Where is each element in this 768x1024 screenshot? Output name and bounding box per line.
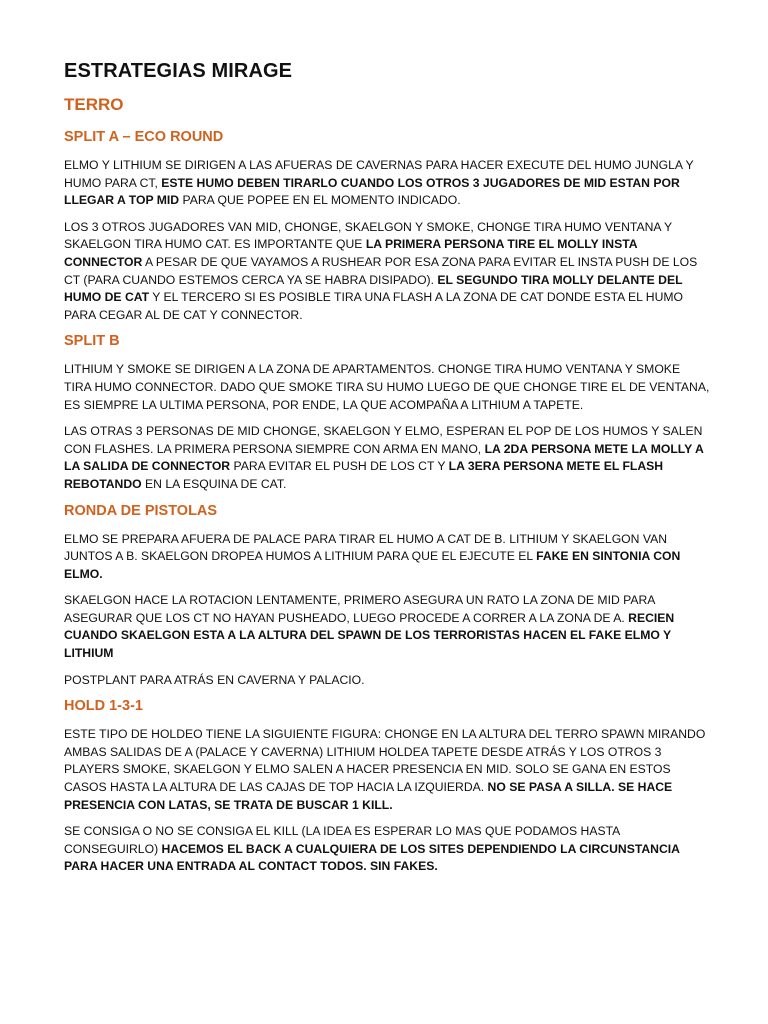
bold-text-run: FAKE EN SINTONIA CON ELMO. [64, 549, 681, 581]
text-run: ELMO Y LITHIUM SE DIRIGEN A LAS AFUERAS DE CAVERNAS PARA HACER EXECUTE DEL HUMO JUNGLA Y HUMO PARA CT, [64, 158, 694, 190]
text-run: Y EL TERCERO SI ES POSIBLE TIRA UNA FLASH A LA ZONA DE CAT DONDE ESTA EL HUMO PARA CEGAR AL DE CAT Y CONNECTOR. [64, 290, 684, 322]
bold-text-run: LA 2DA PERSONA METE LA MOLLY A LA SALIDA DE CONNECTOR [64, 441, 704, 474]
paragraph [64, 423, 710, 493]
section-heading: SPLIT B [64, 333, 120, 350]
text-run: EN LA ESQUINA DE CAT. [141, 476, 287, 491]
text-run: A PESAR DE QUE VAYAMOS A RUSHEAR POR ESA ZONA PARA EVITAR EL INSTA PUSH DE LOS CT (PARA CUANDO ESTEMOS CERCA YA SE HABRA DISIPADO). [64, 254, 698, 287]
bold-text-run: NO SE PASA A SILLA. SE HACE PRESENCIA CON LATAS, SE TRATA DE BUSCAR 1 KILL. [64, 780, 673, 812]
text-run: SE CONSIGA O NO SE CONSIGA EL KILL (LA IDEA ES ESPERAR LO MAS QUE PODAMOS HASTA CONSEGUIRLO) [64, 824, 620, 856]
section [64, 129, 710, 324]
section-heading: RONDA DE PISTOLAS [64, 502, 218, 519]
section-heading: SPLIT A – ECO ROUND [64, 129, 224, 145]
sections-container [64, 129, 710, 876]
text-run: SKAELGON HACE LA ROTACION LENTAMENTE, PRIMERO ASEGURA UN RATO LA ZONA DE MID PARA ASEGURAR QUE LOS CT NO HAYAN PUSHEADO, LUEGO PROCEDE A CORRER A LA ZONA DE A. [64, 593, 655, 625]
bold-text-run: ESTE HUMO DEBEN TIRARLO CUANDO LOS OTROS 3 JUGADORES DE MID ESTAN POR LLEGAR A TOP MID [64, 175, 680, 208]
paragraph [64, 157, 710, 210]
text-run: LOS 3 OTROS JUGADORES VAN MID, CHONGE, SKAELGON Y SMOKE, CHONGE TIRA HUMO VENTANA Y SKAELGON TIRA HUMO CAT. ES IMPORTANTE QUE [64, 219, 672, 252]
bold-text-run: EL SEGUNDO TIRA MOLLY DELANTE DEL HUMO DE CAT [64, 272, 683, 305]
section [64, 503, 710, 690]
bold-text-run: HACEMOS EL BACK A CUALQUIERA DE LOS SITES DEPENDIENDO LA CIRCUNSTANCIA PARA HACER UNA ENTRADA AL CONTACT TODOS. SIN FAKES. [64, 841, 680, 874]
text-run: POSTPLANT PARA ATRÁS EN CAVERNA Y PALACIO. [64, 672, 365, 687]
text-run: PARA QUE POPEE EN EL MOMENTO INDICADO. [179, 193, 461, 208]
paragraph [64, 531, 710, 584]
section [64, 333, 710, 493]
bold-text-run: LA 3ERA PERSONA METE EL FLASH REBOTANDO [64, 459, 664, 491]
section [64, 698, 710, 876]
text-run: PARA EVITAR EL PUSH DE LOS CT Y [230, 459, 449, 474]
text-run: ESTE TIPO DE HOLDEO TIENE LA SIGUIENTE FIGURA: CHONGE EN LA ALTURA DEL TERRO SPAWN MIRANDO AMBAS SALIDAS DE A (PALACE Y CAVERNA) LITHIUM HOLDEA TAPETE DESDE ATRÁS Y LOS OTROS 3 PLAYERS SMOKE, SKAELGON Y ELMO SALEN A HACER PRESENCIA EN MID. SOLO SE GANA EN ESTOS CASOS HASTA LA ALTURA DE LAS CAJAS DE TOP HACIA LA IZQUIERDA. [64, 727, 706, 795]
text-run: ELMO SE PREPARA AFUERA DE PALACE PARA TIRAR EL HUMO A CAT DE B. LITHIUM Y SKAELGON VAN JUNTOS A B. SKAELGON DROPEA HUMOS A LITHIUM PARA QUE EL EJECUTE EL [64, 531, 668, 564]
paragraph [64, 726, 710, 814]
text-run: LITHIUM Y SMOKE SE DIRIGEN A LA ZONA DE APARTAMENTOS. CHONGE TIRA HUMO VENTANA Y SMOKE TIRA HUMO CONNECTOR. DADO QUE SMOKE TIRA SU HUMO LUEGO DE QUE CHONGE TIRE EL DE VENTANA, ES SIEMPRE LA ULTIMA PERSONA, POR ENDE, LA QUE ACOMPAÑA A LITHIUM A TAPETE. [64, 362, 710, 412]
document-body [64, 60, 710, 885]
paragraph [64, 823, 710, 876]
section-heading: HOLD 1-3-1 [64, 698, 143, 715]
side-heading: TERRO [64, 95, 124, 114]
page-title: ESTRATEGIAS MIRAGE [64, 60, 293, 82]
paragraph [64, 219, 710, 325]
bold-text-run: RECIEN CUANDO SKAELGON ESTA A LA ALTURA DEL SPAWN DE LOS TERRORISTAS HACEN EL FAKE ELMO Y LITHIUM [64, 610, 675, 661]
paragraph [64, 361, 710, 414]
text-run: LAS OTRAS 3 PERSONAS DE MID CHONGE, SKAELGON Y ELMO, ESPERAN EL POP DE LOS HUMOS Y SALEN CON FLASHES. LA PRIMERA PERSONA SIEMPRE CON ARMA EN MANO, [64, 424, 703, 456]
paragraph [64, 592, 710, 662]
bold-text-run: LA PRIMERA PERSONA TIRE EL MOLLY INSTA CONNECTOR [64, 237, 638, 269]
paragraph [64, 672, 710, 690]
